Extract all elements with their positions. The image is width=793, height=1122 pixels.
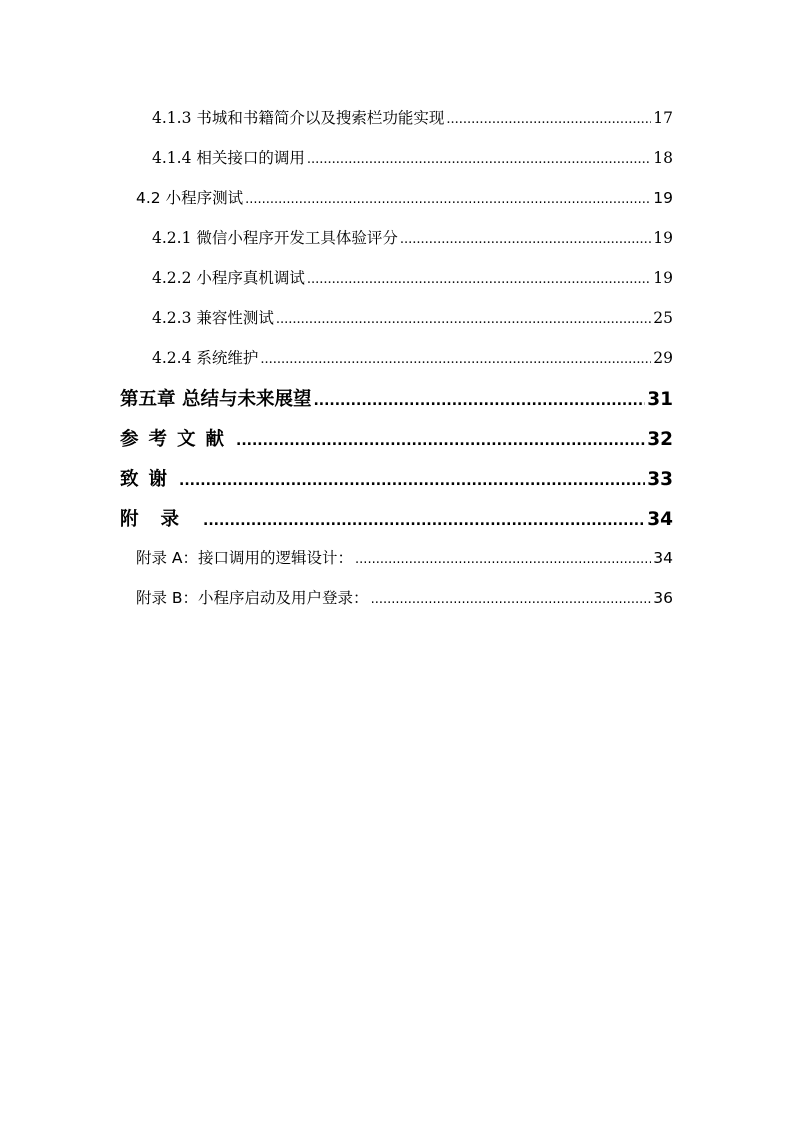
toc-entry-page: 34 bbox=[647, 509, 673, 530]
toc-entry-label: 4.2.1 微信小程序开发工具体验评分 bbox=[152, 229, 398, 247]
toc-entry-page: 34 bbox=[653, 549, 673, 567]
toc-entry-acknowledgements[interactable] bbox=[120, 465, 673, 491]
dot-leader bbox=[313, 393, 645, 409]
toc-entry-label: 附录 A：接口调用的逻辑设计： bbox=[136, 549, 354, 567]
toc-entry-label: 参考文献 bbox=[120, 429, 235, 450]
dot-leader bbox=[446, 112, 651, 127]
toc-entry-page: 17 bbox=[653, 109, 673, 127]
toc-entry-4-2-3[interactable] bbox=[152, 306, 673, 328]
dot-leader bbox=[276, 312, 651, 327]
toc-entry-page: 19 bbox=[653, 189, 673, 207]
toc-entry-page: 31 bbox=[647, 389, 673, 410]
toc-entry-label: 4.2.4 系统维护 bbox=[152, 349, 259, 367]
dot-leader bbox=[307, 152, 651, 167]
toc-entry-label: 4.1.4 相关接口的调用 bbox=[152, 149, 305, 167]
toc-entry-appendix[interactable] bbox=[120, 505, 673, 531]
dot-leader bbox=[236, 433, 645, 449]
toc-entry-4-1-3[interactable] bbox=[152, 106, 673, 128]
toc-entry-4-1-4[interactable] bbox=[152, 146, 673, 168]
toc-entry-page: 33 bbox=[647, 469, 673, 490]
toc-entry-page: 19 bbox=[653, 269, 673, 287]
toc-entry-page: 36 bbox=[653, 589, 673, 607]
toc-entry-appendix-b[interactable] bbox=[136, 586, 673, 608]
toc-entry-page: 32 bbox=[647, 429, 673, 450]
toc-entry-label: 4.1.3 书城和书籍简介以及搜索栏功能实现 bbox=[152, 109, 445, 127]
dot-leader bbox=[355, 552, 651, 567]
toc-entry-chapter-5[interactable] bbox=[120, 385, 673, 411]
toc-entry-label: 附录 bbox=[120, 509, 202, 530]
dot-leader bbox=[260, 352, 651, 367]
toc-entry-references[interactable] bbox=[120, 425, 673, 451]
toc-entry-page: 29 bbox=[653, 349, 673, 367]
toc-entry-label: 4.2 小程序测试 bbox=[136, 189, 244, 207]
dot-leader bbox=[307, 272, 651, 287]
dot-leader bbox=[245, 192, 651, 207]
toc-entry-4-2-4[interactable] bbox=[152, 346, 673, 368]
dot-leader bbox=[400, 232, 651, 247]
dot-leader bbox=[179, 473, 645, 489]
toc-entry-4-2[interactable] bbox=[136, 186, 673, 208]
toc-entry-page: 18 bbox=[653, 149, 673, 167]
toc-entry-appendix-a[interactable] bbox=[136, 546, 673, 568]
toc-entry-label: 致谢 bbox=[120, 469, 178, 490]
toc-entry-page: 19 bbox=[653, 229, 673, 247]
toc-entry-label: 4.2.2 小程序真机调试 bbox=[152, 269, 305, 287]
dot-leader bbox=[203, 513, 645, 529]
toc-entry-page: 25 bbox=[653, 309, 673, 327]
toc-entry-label: 第五章 总结与未来展望 bbox=[120, 389, 312, 410]
toc-entry-4-2-1[interactable] bbox=[152, 226, 673, 248]
toc-entry-label: 4.2.3 兼容性测试 bbox=[152, 309, 274, 327]
toc-entry-label: 附录 B：小程序启动及用户登录： bbox=[136, 589, 369, 607]
toc-entry-4-2-2[interactable] bbox=[152, 266, 673, 288]
dot-leader bbox=[371, 592, 652, 607]
